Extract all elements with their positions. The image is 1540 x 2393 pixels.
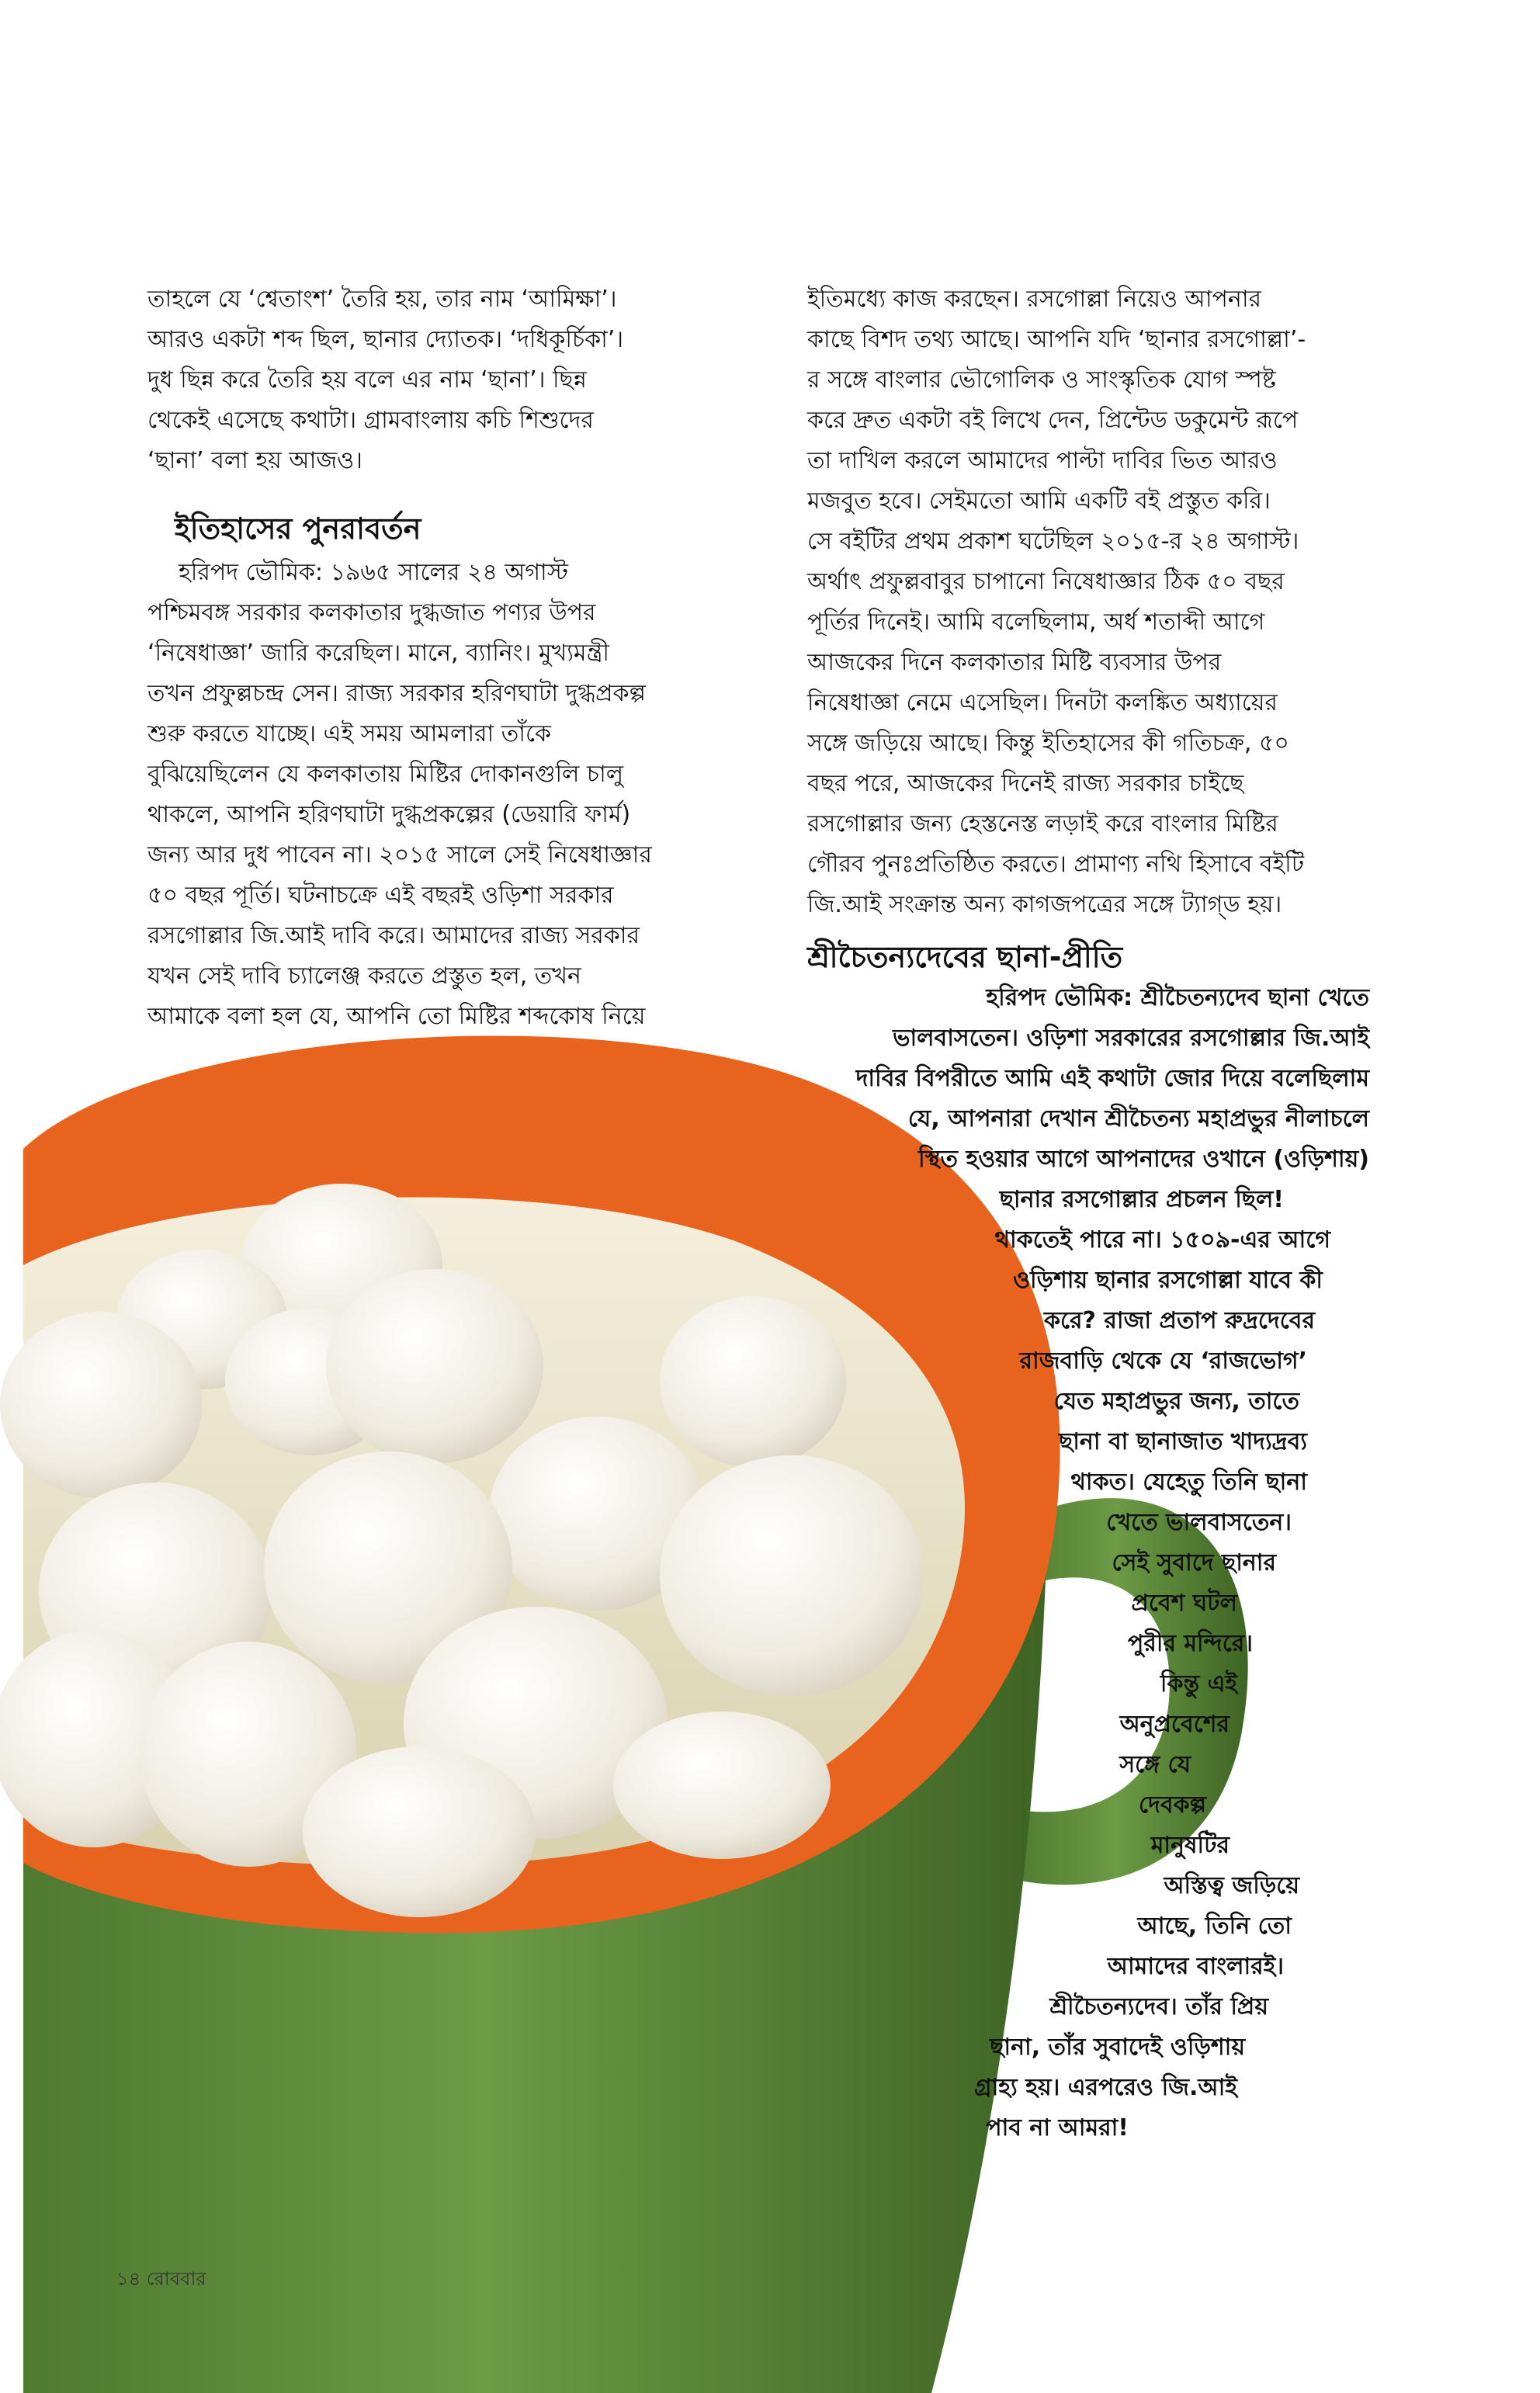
text-line: আছে, তিনি তো [1137, 1913, 1292, 1940]
text-line: স্থিত হওয়ার আগে আপনাদের ওখানে (ওড়িশায়) [918, 1146, 1369, 1173]
text-line: ভালবাসতেন। ওড়িশা সরকারের রসগোল্লার জি.আই [893, 1025, 1369, 1052]
text-line: রসগোল্লার জন্য হেস্তনেস্ত লড়াই করে বাংলার মিষ্টির [807, 810, 1278, 838]
text-line: সেই সুবাদে ছানার [1112, 1549, 1276, 1576]
text-line: শ্রীচৈতন্যদেব। তাঁর প্রিয় [1049, 1993, 1268, 2020]
text-line: গৌরব পুনঃপ্রতিষ্ঠিত করতে। প্রামাণ্য নথি হিসাবে বইটি [807, 851, 1305, 878]
text-line: কিন্তু এই [1160, 1670, 1237, 1698]
right-top-text [807, 279, 1306, 925]
text-line: ‘নিষেধাজ্ঞা’ জারি করেছিল। মানে, ব্যানিং। মুখ্যমন্ত্রী [147, 640, 609, 667]
text-line: সঙ্গে যে [1119, 1751, 1191, 1778]
text-line: গ্রাহ্য হয়। এরপরেও জি.আই [974, 2074, 1237, 2101]
right-section-text [856, 978, 1369, 2148]
text-line: আমাকে বলা হল যে, আপনি তো মিষ্টির শব্দকোষ নিয়ে [147, 1003, 646, 1030]
text-line: ছানা বা ছানাজাত খাদ্যদ্রব্য [1059, 1428, 1307, 1455]
text-line: কাছে বিশদ তথ্য আছে। আপনি যদি ‘ছানার রসগোল্লা’- [807, 326, 1306, 353]
text-line: নিষেধাজ্ঞা নেমে এসেছিল। দিনটা কলঙ্কিত অধ্যায়ের [807, 689, 1278, 716]
text-line: হরিপদ ভৌমিক: ১৯৬৫ সালের ২৪ অগাস্ট [179, 559, 568, 586]
text-line: ওড়িশায় ছানার রসগোল্লা যাবে কী [1012, 1267, 1323, 1294]
text-line: থেকেই এসেছে কথাটা। গ্রামবাংলায় কচি শিশুদের [147, 407, 594, 434]
section-heading-chaitanya: শ্রীচৈতন্যদেবের ছানা-প্রীতি [807, 940, 1123, 974]
text-line: যখন সেই দাবি চ্যালেঞ্জ করতে প্রস্তুত হল, তখন [147, 962, 581, 990]
text-line: র সঙ্গে বাংলার ভৌগোলিক ও সাংস্কৃতিক যোগ স্পষ্ট [807, 366, 1276, 394]
text-line: জি.আই সংক্রান্ত অন্য কাগজপত্রের সঙ্গে ট্যাগ্‌ড হয়। [807, 891, 1282, 918]
text-line: মজবুত হবে। সেইমতো আমি একটি বই প্রস্তুত করি। [807, 487, 1271, 515]
text-line: খেতে ভালবাসতেন। [1106, 1509, 1292, 1536]
page-footer [116, 2265, 206, 2296]
text-line: পাব না আমরা! [986, 2114, 1129, 2142]
text-line: বছর পরে, আজকের দিনেই রাজ্য সরকার চাইছে [807, 770, 1244, 797]
text-line: দুধ ছিন্ন করে তৈরি হয় বলে এর নাম ‘ছানা’। ছিন্ন [147, 366, 587, 394]
text-line: অস্তিত্ব জড়িয়ে [1164, 1872, 1299, 1899]
text-line: যেত মহাপ্রভুর জন্য, তাতে [1053, 1388, 1299, 1415]
text-line: মানুষটির [1150, 1832, 1230, 1859]
text-line: করে? রাজা প্রতাপ রুদ্রদেবের [1043, 1307, 1315, 1334]
text-line: অর্থাৎ প্রফুল্লবাবুর চাপানো নিষেধাজ্ঞার ঠিক ৫০ বছর [807, 568, 1285, 595]
text-line: ছানার রসগোল্লার প্রচলন ছিল! [999, 1186, 1284, 1213]
text-line: প্রবেশ ঘটল [1131, 1590, 1237, 1617]
text-line: রসগোল্লার জি.আই দাবি করে। আমাদের রাজ্য সরকার [147, 922, 640, 949]
text-line: রাজবাড়ি থেকে যে ‘রাজভোগ’ [1019, 1347, 1307, 1375]
text-line: পূর্তির দিনেই। আমি বলেছিলাম, অর্ধ শতাব্দী আগে [807, 609, 1265, 636]
text-line: দেবকল্প [1138, 1791, 1206, 1819]
left-intro-text [147, 279, 623, 481]
text-line: হরিপদ ভৌমিক: শ্রীচৈতন্যদেব ছানা খেতে [986, 984, 1369, 1011]
text-line: তাহলে যে ‘শ্বেতাংশ’ তৈরি হয়, তার নাম ‘আমিক্ষা’। [147, 286, 617, 313]
text-line: ছানা, তাঁর সুবাদেই ওড়িশায় [990, 2034, 1245, 2061]
text-line: করে দ্রুত একটা বই লিখে দেন, প্রিন্টেড ডকুমেন্ট রূপে [807, 407, 1299, 434]
text-line: ‘ছানা’ বলা হয় আজও। [147, 447, 362, 474]
text-line: সঙ্গে জড়িয়ে আছে। কিন্তু ইতিহাসের কী গতিচক্র, ৫০ [807, 730, 1289, 757]
text-line: অনুপ্রবেশের [1119, 1711, 1230, 1738]
page-number: ১৪ [116, 2268, 141, 2290]
text-line: পুরীর মন্দিরে। [1128, 1630, 1253, 1657]
text-line: শুরু করতে যাচ্ছে। এই সময় আমলারা তাঁকে [147, 720, 552, 747]
text-line: থাকলে, আপনি হরিণঘাটা দুগ্ধপ্রকল্পের (ডেয়ারি ফার্ম) [147, 801, 631, 828]
text-line: বুঝিয়েছিলেন যে কলকাতায় মিষ্টির দোকানগুলি চালু [147, 761, 624, 788]
left-section-text [147, 553, 652, 1037]
section-heading-history: ইতিহাসের পুনরাবর্তন [175, 512, 421, 546]
text-line: থাকত। যেহেতু তিনি ছানা [1070, 1469, 1307, 1496]
text-line: আজকের দিনে কলকাতার মিষ্টি ব্যবসার উপর [807, 649, 1222, 676]
text-line: তা দাখিল করলে আমাদের পাল্টা দাবির ভিত আরও [807, 447, 1278, 474]
text-line: দাবির বিপরীতে আমি এই কথাটা জোর দিয়ে বলেছিলাম [855, 1065, 1369, 1092]
magazine-name: রোববার [146, 2268, 206, 2290]
text-line: জন্য আর দুধ পাবেন না। ২০১৫ সালে সেই নিষেধাজ্ঞার [147, 841, 652, 869]
text-line: আরও একটা শব্দ ছিল, ছানার দ্যোতক। ‘দধিকূর্চিকা’। [147, 326, 624, 353]
text-line: আমাদের বাংলারই। [1107, 1953, 1284, 1980]
text-line: ইতিমধ্যে কাজ করছেন। রসগোল্লা নিয়েও আপনার [807, 286, 1262, 313]
text-line: থাকতেই পারে না। ১৫০৯-এর আগে [994, 1226, 1330, 1254]
text-line: পশ্চিমবঙ্গ সরকার কলকাতার দুগ্ধজাত পণ্যর উপর [147, 599, 596, 626]
text-line: ৫০ বছর পূর্তি। ঘটনাচক্রে এই বছরই ওড়িশা সরকার [147, 882, 614, 909]
text-line: তখন প্রফুল্লচন্দ্র সেন। রাজ্য সরকার হরিণঘাটা দুগ্ধপ্রকল্প [147, 680, 646, 707]
text-line: সে বইটির প্রথম প্রকাশ ঘটেছিল ২০১৫-র ২৪ অগাস্ট। [807, 528, 1299, 555]
text-line: যে, আপনারা দেখান শ্রীচৈতন্য মহাপ্রভুর নীলাচলে [907, 1105, 1369, 1132]
